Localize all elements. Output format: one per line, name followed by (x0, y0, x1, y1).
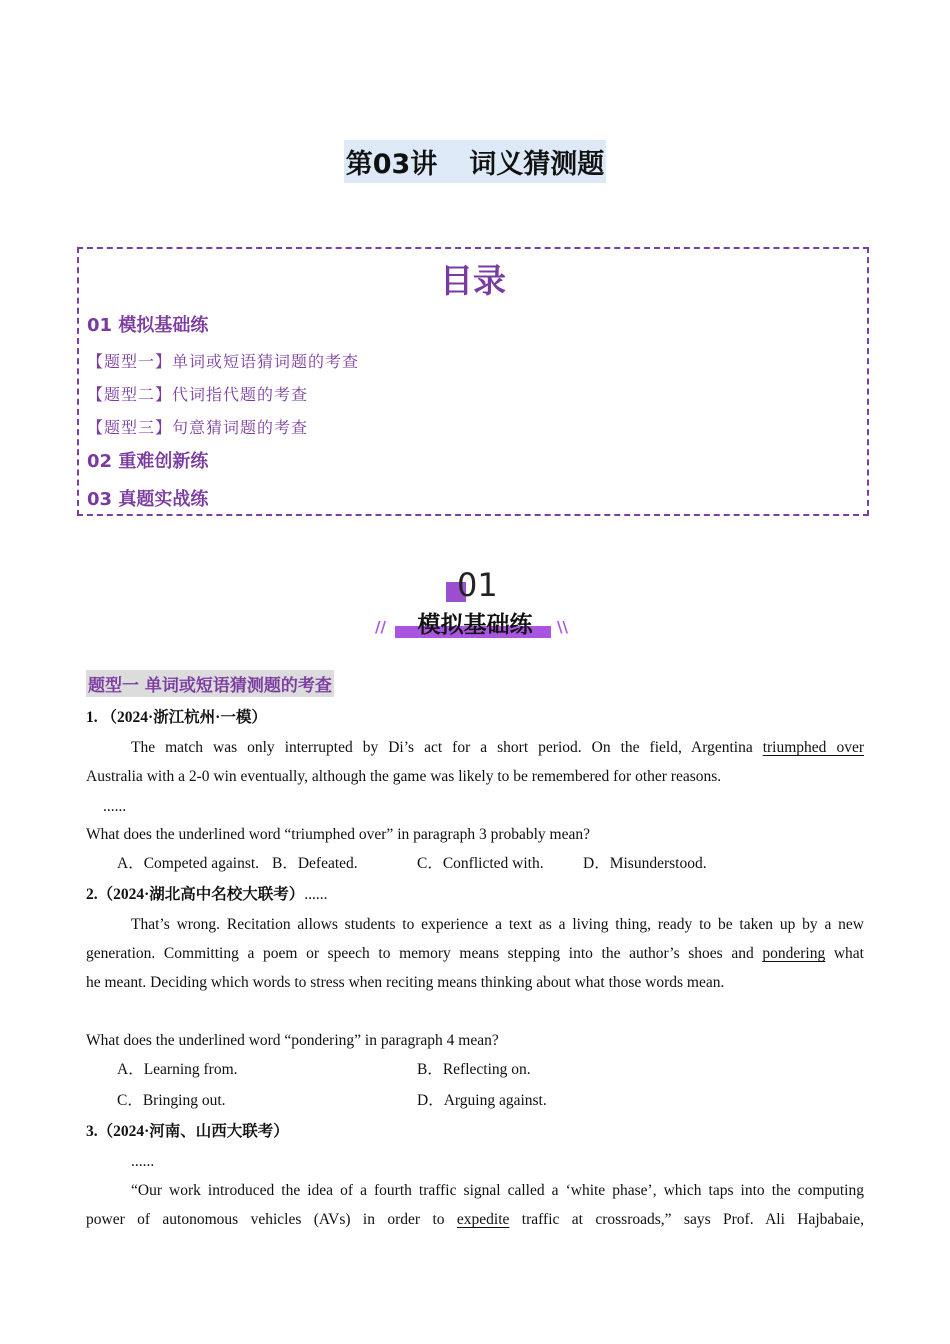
q2-option-c: C．Bringing out. (117, 1092, 226, 1109)
q1-question: What does the underlined word “triumphed over” in paragraph 3 probably mean? (86, 826, 590, 843)
q1-paragraph-line-2: Australia with a 2-0 win eventually, although the game was likely to be remembered for other reasons. (86, 768, 722, 785)
q1-option-a: A．Competed against. (117, 855, 260, 872)
q3-underlined-word: expedite (456, 1211, 510, 1228)
q1-underlined-phrase: triumphed over (762, 739, 864, 756)
toc-item-1[interactable]: 【题型一】单词或短语猜词题的考查 (87, 352, 360, 371)
q2-paragraph-line-2: generation. Committing a poem or speech to memory means stepping into the author’s shoes and pondering what (86, 945, 864, 962)
toc-heading: 目录 (440, 261, 506, 300)
toc-section-1[interactable]: 01 模拟基础练 (87, 315, 209, 336)
q3-paragraph-line-2: power of autonomous vehicles (AVs) in order to expedite traffic at crossroads,” says Prof. Ali Hajbabaie, (86, 1211, 864, 1228)
badge-right-mark: \\ (557, 618, 568, 636)
badge-label: 模拟基础练 (417, 612, 533, 638)
table-of-contents (77, 247, 869, 516)
q1-heading: 1. （2024·浙江杭州·一模） (86, 709, 267, 726)
toc-item-3[interactable]: 【题型三】句意猜词题的考查 (87, 418, 309, 437)
q1-option-c: C．Conflicted with. (417, 855, 544, 872)
q2-option-d: D．Arguing against. (417, 1092, 547, 1109)
q1-paragraph-line-1: The match was only interrupted by Di’s act for a short period. On the field, Argentina triumphed over (131, 739, 864, 756)
badge-number: 01 (457, 566, 498, 604)
section-badge (375, 566, 575, 642)
q3-ellipsis: ...... (131, 1153, 155, 1170)
q2-heading: 2.（2024·湖北高中名校大联考）...... (86, 886, 328, 903)
q3-heading: 3.（2024·河南、山西大联考） (86, 1123, 289, 1140)
q2-option-a: A．Learning from. (117, 1061, 238, 1078)
q2-option-b: B．Reflecting on. (417, 1061, 531, 1078)
section-heading: 题型一 单词或短语猜测题的考查 (86, 670, 334, 697)
q1-option-b: B．Defeated. (272, 855, 358, 872)
toc-section-2[interactable]: 02 重难创新练 (87, 451, 209, 472)
q2-question: What does the underlined word “pondering” in paragraph 4 mean? (86, 1032, 499, 1049)
toc-section-3[interactable]: 03 真题实战练 (87, 489, 209, 510)
q2-underlined-word: pondering (762, 945, 826, 962)
q3-paragraph-line-1: “Our work introduced the idea of a fourth traffic signal called a ‘white phase’, which taps into the computing (131, 1182, 864, 1199)
page-title: 第03讲 词义猜测题 (344, 140, 607, 183)
toc-item-2[interactable]: 【题型二】代词指代题的考查 (87, 385, 309, 404)
q2-paragraph-line-1: That’s wrong. Recitation allows students to experience a text as a living thing, ready to be taken up by a new (131, 916, 864, 933)
badge-left-mark: // (375, 618, 386, 636)
q2-paragraph-line-3: he meant. Deciding which words to stress when reciting means thinking about what those words mean. (86, 974, 725, 991)
q1-option-d: D．Misunderstood. (583, 855, 707, 872)
q1-ellipsis: ...... (103, 798, 127, 815)
page-title-wrap (0, 140, 950, 183)
